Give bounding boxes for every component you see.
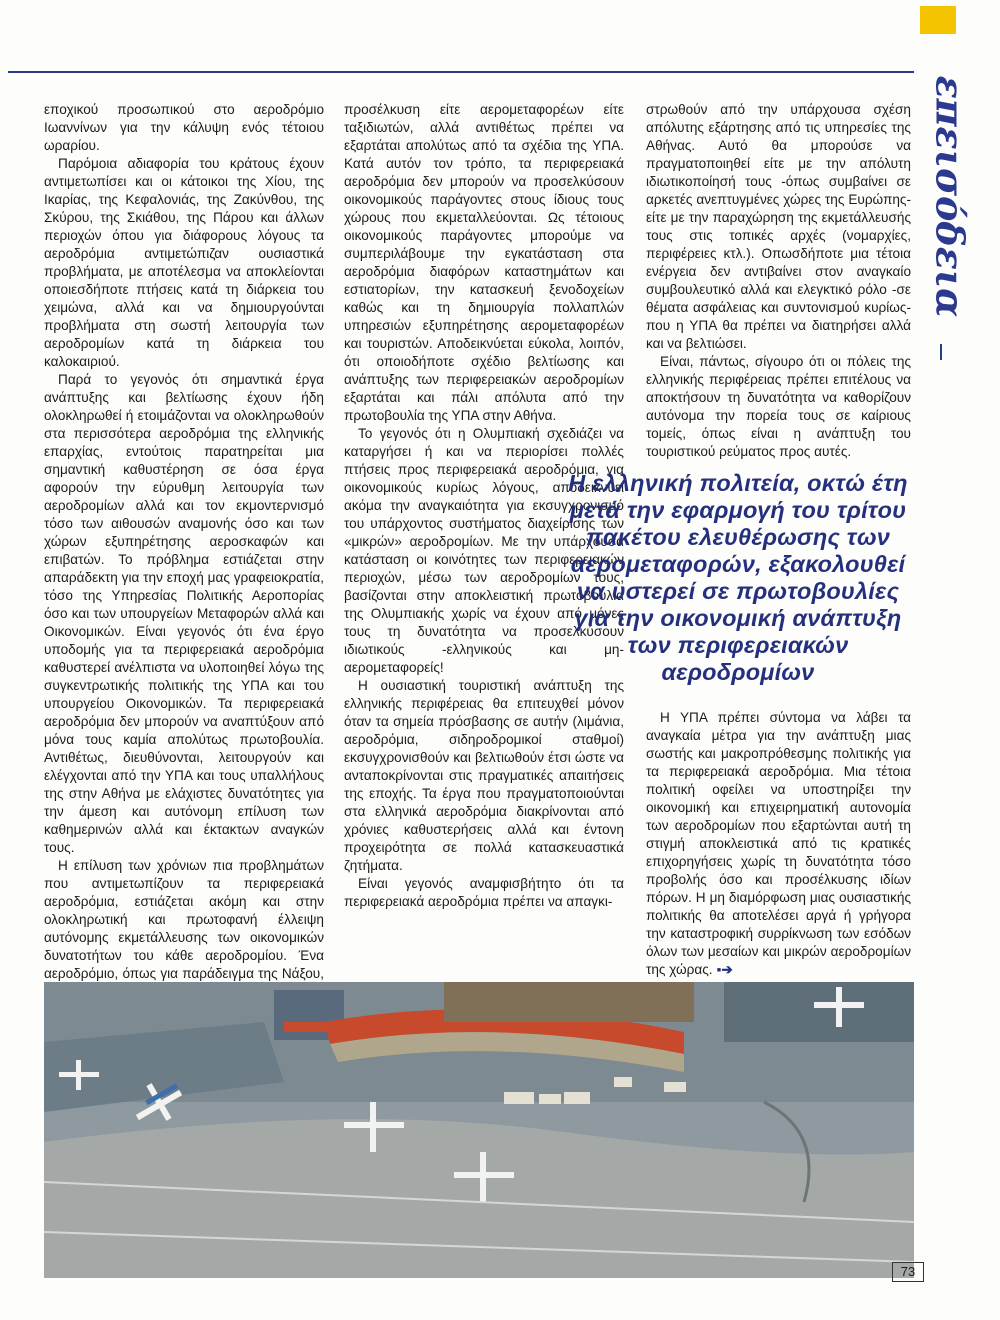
pull-quote: Η ελληνική πολιτεία, οκτώ έτη μετά την εφαρμογή του τρίτου πακέτου ελευθέρωσης των αερομεταφορών, εξακολουθεί να υστερεί σε πρωτοβουλίες για την οικονομική ανάπτυξη των περιφερειακών αεροδρομίων [568, 470, 908, 685]
page-number: 73 [892, 1262, 924, 1282]
paragraph: Παρά το γεγονός ότι σημαντικά έργα ανάπτυξης και βελτίωσης έχουν ήδη ολοκληρωθεί ή ετοιμάζονται να ολοκληρωθούν στα περισσότερα αεροδρόμια της ελληνικής επαρχίας, εντούτοις παρατηρείται μια σημαντική καθυστέρηση σε όσα έργα αφορούν την εύρυθμη λειτουργία των αεροδρομίων αλλά και τον εκμοντερνισμό τόσο των αιθουσών αναμονής όσο και των χώρων εξυπηρέτησης αεροσκαφών και επιβατών. Το πρόβλημα εστιάζεται στην απαράδεκτη για την εποχή μας γραφειοκρατία, τόσο της Υπηρεσίας Πολιτικής Αεροπορίας όσο και των υπουργείων Μεταφορών αλλά και Οικονομικών. Είναι γεγονός ότι ένα έργο υποδομής για τα περιφερειακά αεροδρόμια καθυστερεί ανέλπιστα να υλοποιηθεί λόγω της συγκεντρωτικής πολιτικής της ΥΠΑ και του υπουργείου Οικονομικών. Τα περιφερειακά αεροδρόμια δεν μπορούν να αναπτύξουν από μόνα τους καμία απολύτως πρωτοβουλία. Αντιθέτως, διευθύνονται, λειτουργούν και ελέγχονται από την ΥΠΑ και τους υπαλλήλους της στην Αθήνα με ελάχιστες δυνατότητες για την άμεση και αυτόνομη επίλυση των καθημερινών αλλά και έκτακτων αναγκών τους. [44, 372, 324, 855]
paragraph: Η επίλυση των χρόνιων πια προβλημάτων που αντιμετωπίζουν τα περιφερειακά αεροδρόμια, εστιάζεται ακόμη και στην ολοκληρωτική και πρωτοφανή έλλειψη αυτόνομης εκμετάλλευσης των οικονομικών δυνατοτήτων του κάθε αεροδρομίου. Ένα αεροδρόμιο, όπως για παράδειγμα της Νάξου, [44, 858, 324, 981]
top-rule [8, 71, 914, 73]
paragraph: προσέλκυση είτε αερομεταφορέων είτε ταξιδιωτών, αλλά αντιθέτως πρέπει να εξαρτάται απολύτως από τα σχέδια της ΥΠΑ. Κατά αυτόν τον τρόπο, τα περιφερειακά αεροδρόμια δεν μπορούν να προσελκύσουν οικονομικούς παράγοντες στους ίδιους τους χώρους που εκμεταλλεύονται. Ως τέτοιους οικονομικούς παράγοντες μπορούμε να συμπεριλάβουμε την εγκατάσταση στα αεροδρόμια διαφόρων καταστημάτων και εστιατορίων, την κατασκευή ξενοδοχείων καθώς και τη δημιουργία πολλαπλών υπηρεσιών εξυπηρέτησης αερομεταφορέων και τουριστών. Αποδεικνύεται εύκολα, λοιπόν, ότι οποιοδήποτε σχέδιο βελτίωσης και ανάπτυξης των περιφερειακών αεροδρομίων εξαρτάται και πάλι απόλυτα από την πρωτοβουλία της ΥΠΑ στην Αθήνα. [344, 102, 624, 423]
paragraph: εποχικού προσωπικού στο αεροδρόμιο Ιωαννίνων για την κάλυψη ενός τέτοιου ωραρίου. [44, 102, 324, 153]
paragraph: Είναι γεγονός αναμφισβήτητο ότι τα περιφερειακά αεροδρόμια πρέπει να απαγκι- [344, 876, 624, 909]
paragraph: Η ουσιαστική τουριστική ανάπτυξη της ελληνικής περιφέρειας θα επιτευχθεί μόνον όταν τα σημεία πρόσβασης σε αυτήν (λιμάνια, αεροδρόμια, σιδηροδρομικοί σταθμοί) εκσυγχρονισθούν και βελτιωθούν έτσι ώστε να ανταποκρίνονται στις πραγματικές απαιτήσεις της εποχής. Τα έργα που πραγματοποιούνται στα ελληνικά αεροδρόμια διακρίνονται από χρόνιες καθυστερήσεις αλλά και έντονη προχειρότητα σε πολλά κατασκευαστικά ζητήματα. [344, 678, 624, 873]
paragraph [646, 709, 911, 979]
article-column-1 [44, 101, 324, 1037]
paragraph: Παρόμοια αδιαφορία του κράτους έχουν αντιμετωπίσει και οι κάτοικοι της Χίου, της Ικαρίας, της Κεφαλονιάς, της Ζακύνθου, της Σκύρου, της Σκιάθου, της Πάρου και άλλων περιοχών όπου για διάφορους λόγους τα αεροδρόμια αντιμετώπιζαν ουσιαστικά προβλήματα, με αποτέλεσμα να αποκλείονται οποιεσδήποτε πτήσεις κατά τη διάρκεια του χειμώνα, αλλά και να δημιουργούνται προβλήματα στη σωστή λειτουργία των αεροδρομίων κατά τη διάρκεια του καλοκαιριού. [44, 156, 324, 369]
section-rule [940, 344, 942, 360]
paragraph-text: Η ΥΠΑ πρέπει σύντομα να λάβει τα αναγκαία μέτρα για την ανάπτυξη μιας σωστής και μακροπρόθεσμης πολιτικής για τα περιφερειακά αεροδρόμια. Μια τέτοια πολιτική οφείλει να υποστηρίξει την οικονομική και επιχειρηματική αυτονομία των αεροδρομίων που εξαρτώνται αυτή τη στιγμή αποκλειστικά από τις κρατικές επιχορηγήσεις χωρίς τη δυνατότητα τόσο προβολής όσο και προσέλκυσης ιδίων πόρων. Η μη διαμόρφωση μιας ουσιαστικής πολιτικής θα αποτελέσει αργά ή γρήγορα την καταστροφική συρρίκνωση των εσόδων όλων των μεσαίων και μικρών αεροδρομίων της χώρας. [646, 710, 911, 977]
end-of-article-icon: ▪➔ [716, 962, 733, 977]
article-column-3 [646, 101, 911, 461]
section-title [902, 44, 998, 344]
airport-aerial-photo [44, 982, 914, 1278]
paragraph: στρωθούν από την υπάρχουσα σχέση απόλυτης εξάρτησης από τις υπηρεσίες της Αθήνας. Αυτό θα μπορούσε να πραγματοποιηθεί είτε με την απόλυτη ιδιωτικοποίησή τους -όπως συμβαίνει σε αρκετές ανεπτυγμένες χώρες της Ευρώπης- είτε με την παραχώρηση της εκμετάλλευσής τους στις τοπικές αρχές (νομαρχίες, περιφέρειες κτλ.). Οπωσδήποτε μια τέτοια ενέργεια δεν αντιβαίνει στον αναγκαίο συμβουλευτικό αλλά και ελεγκτικό ρόλο -σε θέματα ασφάλειας και συντονισμού κυρίως- που η ΥΠΑ θα πρέπει να διατηρήσει αλλά και να βελτιώσει. [646, 102, 911, 351]
section-tab [920, 6, 956, 34]
section-title-text: επεισόδεια [927, 75, 973, 318]
article-column-4 [646, 709, 911, 979]
paragraph: Είναι, πάντως, σίγουρο ότι οι πόλεις της ελληνικής περιφέρειας πρέπει επιτέλους να αποκτήσουν τη δυνατότητα να καθορίζουν αυτόνομα την πορεία τους σε καίριους τομείς, όπως είναι η ανάπτυξη του τουριστικού ρεύματος προς αυτές. [646, 354, 911, 459]
paragraph: Το γεγονός ότι η Ολυμπιακή σχεδιάζει να καταργήσει ή και να περιορίσει πολλές πτήσεις προς περιφερειακά αεροδρόμια, για οικονομικούς κυρίως λόγους, αποδεικνύει ακόμα την αναγκαιότητα για εκσυγχρονισμό του υπάρχοντος συστήματος διαχείρισης των «μικρών» αεροδρομίων. Με την υπάρχουσα κατάσταση οι κοινότητες των περιφερειακών περιοχών, μέσω των αεροδρομίων τους, βασίζονται στην αποκλειστική πρωτοβουλία της Ολυμπιακής χωρίς να έχουν από μόνες τους τη δυνατότητα να προσελκύσουν ιδιωτικούς -ελληνικούς και μη- αερομεταφορείς! [344, 426, 624, 675]
